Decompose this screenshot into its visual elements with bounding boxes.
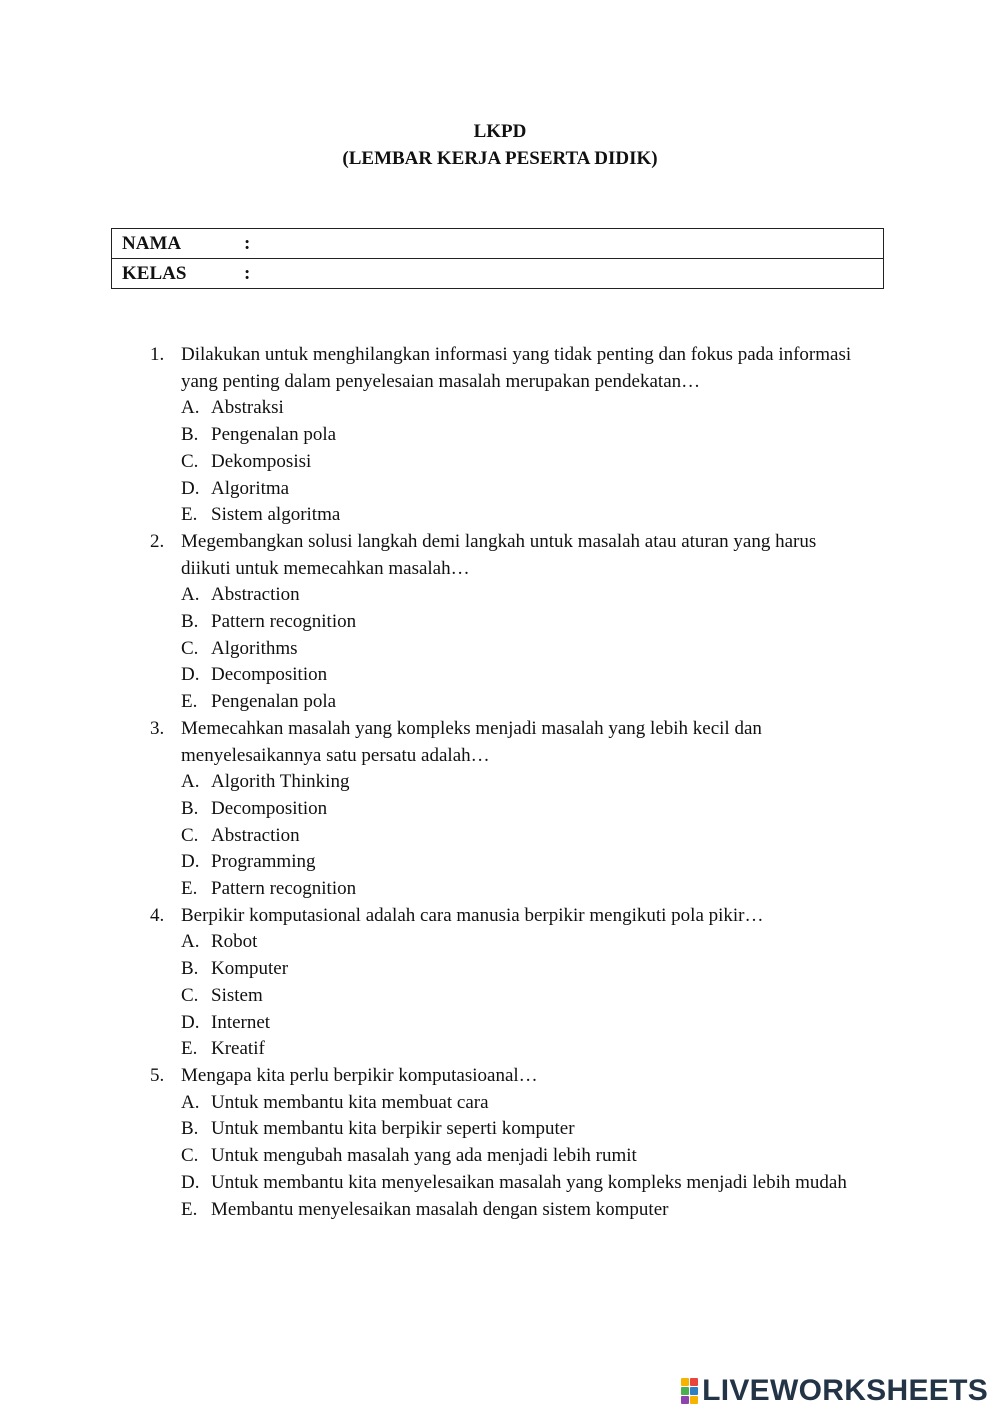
option-5c[interactable]: [181, 1143, 870, 1170]
option-letter: B.: [181, 611, 199, 633]
option-4c[interactable]: [181, 983, 870, 1010]
kelas-field[interactable]: [112, 259, 884, 289]
option-3a[interactable]: [181, 769, 870, 796]
option-3c[interactable]: [181, 823, 870, 850]
option-letter: B.: [181, 797, 199, 819]
option-letter: B.: [181, 958, 199, 980]
option-text: Pattern recognition: [211, 878, 357, 900]
option-3d[interactable]: [181, 849, 870, 876]
option-5a[interactable]: [181, 1090, 870, 1117]
kelas-row: [112, 259, 884, 289]
option-text: Dekomposisi: [211, 450, 312, 472]
option-text: Untuk membantu kita berpikir seperti komputer: [211, 1118, 575, 1140]
logo-text: LIVEWORKSHEETS: [702, 1374, 988, 1407]
option-4e[interactable]: [181, 1036, 870, 1063]
question-number: 2.: [150, 530, 165, 552]
option-text: Robot: [211, 931, 258, 953]
option-letter: C.: [181, 984, 199, 1006]
page-title: LKPD: [473, 121, 527, 142]
option-letter: D.: [181, 851, 200, 873]
option-4d[interactable]: [181, 1010, 870, 1037]
option-5b[interactable]: [181, 1116, 870, 1143]
option-letter: E.: [181, 1198, 198, 1220]
option-letter: D.: [181, 664, 200, 686]
option-text: Abstraksi: [211, 397, 284, 419]
option-3e[interactable]: [181, 876, 870, 903]
nama-label: NAMA: [122, 232, 182, 254]
option-2c[interactable]: [181, 636, 870, 663]
question-number: 1.: [150, 344, 165, 365]
option-letter: D.: [181, 1171, 200, 1193]
question-list: [150, 342, 870, 1223]
option-text: Abstraction: [211, 584, 300, 606]
option-2b[interactable]: [181, 609, 870, 636]
option-text: Kreatif: [211, 1038, 265, 1060]
nama-field[interactable]: [112, 229, 884, 259]
option-text: Decomposition: [211, 664, 328, 686]
option-2d[interactable]: [181, 662, 870, 689]
option-text: Algorithms: [211, 637, 298, 659]
option-letter: C.: [181, 824, 199, 846]
option-text: Untuk mengubah masalah yang ada menjadi lebih rumit: [211, 1145, 637, 1167]
option-letter: E.: [181, 1038, 198, 1060]
option-letter: A.: [181, 584, 200, 606]
option-2e[interactable]: [181, 689, 870, 716]
option-letter: A.: [181, 1091, 200, 1113]
option-text: Sistem algoritma: [211, 504, 341, 526]
question-5: [150, 1063, 870, 1223]
option-text: Membantu menyelesaikan masalah dengan sistem komputer: [211, 1198, 669, 1220]
option-2a[interactable]: [181, 582, 870, 609]
option-letter: A.: [181, 931, 200, 953]
option-text: Abstraction: [211, 824, 300, 846]
option-5e[interactable]: [181, 1197, 870, 1224]
option-letter: D.: [181, 1011, 200, 1033]
option-text: Komputer: [211, 958, 289, 980]
question-number: 4.: [150, 904, 165, 926]
page-subtitle: (LEMBAR KERJA PESERTA DIDIK): [342, 148, 658, 169]
option-text: Pattern recognition: [211, 611, 357, 633]
option-letter: C.: [181, 637, 199, 659]
option-text: Pengenalan pola: [211, 691, 337, 713]
question-text: Memecahkan masalah yang kompleks menjadi masalah yang lebih kecil dan menyelesaikannya satu persatu adalah…: [181, 717, 762, 766]
option-text: Algoritma: [211, 477, 290, 499]
option-letter: C.: [181, 450, 199, 472]
option-1a[interactable]: [181, 395, 870, 422]
question-text: Megembangkan solusi langkah demi langkah untuk masalah atau aturan yang harus diikuti untuk memecahkan masalah…: [181, 530, 817, 579]
option-text: Decomposition: [211, 797, 328, 819]
option-letter: B.: [181, 424, 199, 446]
option-1d[interactable]: [181, 476, 870, 503]
kelas-colon: :: [244, 262, 251, 284]
option-letter: C.: [181, 1145, 199, 1167]
option-letter: B.: [181, 1118, 199, 1140]
option-3b[interactable]: [181, 796, 870, 823]
option-1b[interactable]: [181, 422, 870, 449]
option-1e[interactable]: [181, 502, 870, 529]
option-4a[interactable]: [181, 929, 870, 956]
student-identity-table: [111, 228, 884, 289]
question-text: Dilakukan untuk menghilangkan informasi yang tidak penting dan fokus pada informasi yang penting dalam penyelesaian masalah merupakan pendekatan…: [181, 344, 852, 392]
kelas-label: KELAS: [122, 262, 187, 284]
option-text: Pengenalan pola: [211, 424, 337, 446]
question-text: Berpikir komputasional adalah cara manusia berpikir mengikuti pola pikir…: [181, 904, 764, 926]
question-3: [150, 716, 870, 903]
question-1: [150, 342, 870, 529]
liveworksheets-logo: [681, 1374, 988, 1408]
question-text: Mengapa kita perlu berpikir komputasioanal…: [181, 1064, 538, 1086]
option-letter: E.: [181, 691, 198, 713]
option-letter: D.: [181, 477, 200, 499]
option-4b[interactable]: [181, 956, 870, 983]
option-letter: E.: [181, 504, 198, 526]
option-text: Sistem: [211, 984, 263, 1006]
option-1c[interactable]: [181, 449, 870, 476]
question-number: 5.: [150, 1064, 165, 1086]
option-text: Internet: [211, 1011, 271, 1033]
option-letter: E.: [181, 878, 198, 900]
option-letter: A.: [181, 771, 200, 793]
option-text: Programming: [211, 851, 316, 873]
option-text: Untuk membantu kita menyelesaikan masalah yang kompleks menjadi lebih mudah: [211, 1171, 847, 1193]
option-5d[interactable]: [181, 1170, 870, 1197]
nama-row: [112, 229, 884, 259]
question-4: [150, 903, 870, 1063]
liveworksheets-logo-icon: [681, 1378, 698, 1404]
option-text: Untuk membantu kita membuat cara: [211, 1091, 489, 1113]
nama-colon: :: [244, 232, 251, 254]
option-letter: A.: [181, 397, 200, 419]
question-2: [150, 529, 870, 716]
question-number: 3.: [150, 717, 165, 739]
option-text: Algorith Thinking: [211, 771, 350, 793]
